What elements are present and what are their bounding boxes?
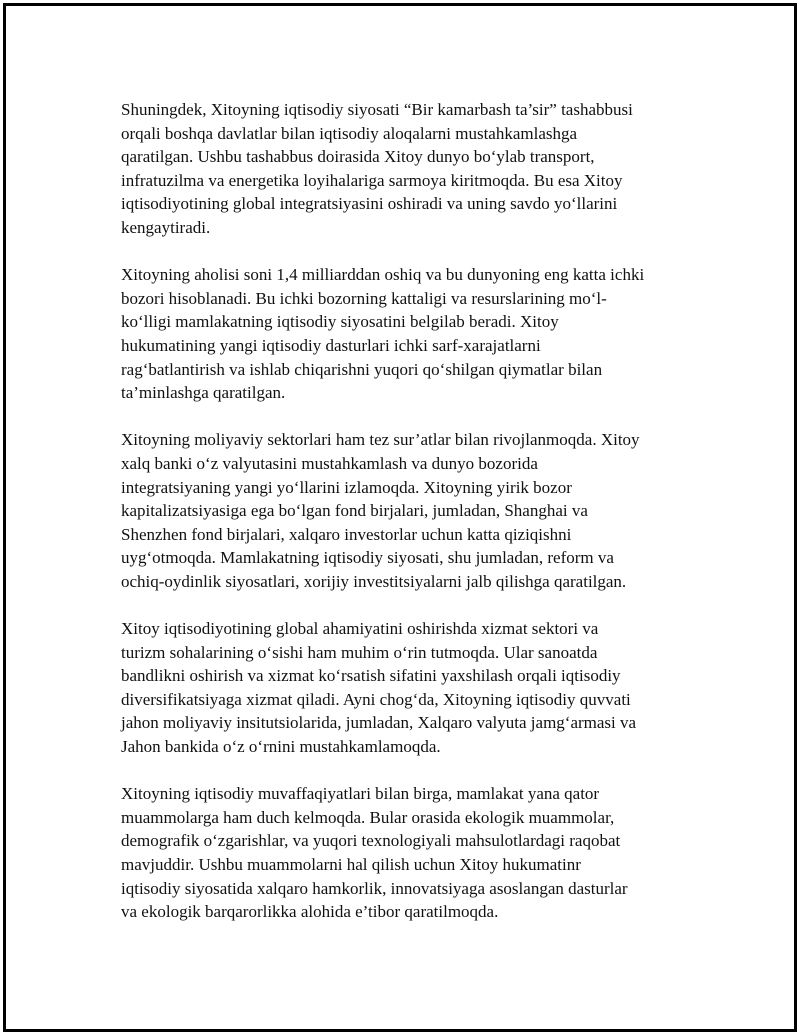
text-line: iqtisodiyotining global integratsiyasini oshiradi va uning savdo yo‘llarini xyxy=(121,194,618,214)
text-line: uyg‘otmoqda. Mamlakatning iqtisodiy siyosati, shu jumladan, reform va xyxy=(121,548,614,568)
text-line: rag‘batlantirish va ishlab chiqarishni yuqori qo‘shilgan qiymatlar bilan xyxy=(121,359,603,379)
paragraph-3 xyxy=(121,428,711,593)
text-line: diversifikatsiyaga xizmat qiladi. Ayni chog‘da, Xitoyning iqtisodiy quvvati xyxy=(121,689,631,709)
text-line: va ekologik barqarorlikka alohida e’tibor qaratilmoqda. xyxy=(121,902,499,922)
text-line: Shuningdek, Xitoyning iqtisodiy siyosati “Bir kamarbash ta’sir” tashabbusi xyxy=(121,100,633,119)
text-line: Jahon bankida o‘z o‘rnini mustahkamlamoqda. xyxy=(121,737,441,757)
text-line: Xitoyning aholisi soni 1,4 milliarddan oshiq va bu dunyoning eng katta ichki xyxy=(121,265,645,285)
text-line: Xitoyning iqtisodiy muvaffaqiyatlari bilan birga, mamlakat yana qator xyxy=(121,784,600,804)
paragraph-5 xyxy=(121,782,711,924)
text-line: hukumatining yangi iqtisodiy dasturlari ichki sarf-xarajatlarni xyxy=(121,335,541,355)
paragraph-2 xyxy=(121,263,711,405)
text-line: ta’minlashga qaratilgan. xyxy=(121,383,286,403)
text-line: turizm sohalarining o‘sishi ham muhim o‘rin tutmoqda. Ular sanoatda xyxy=(121,642,598,662)
text-line: mavjuddir. Ushbu muammolarni hal qilish uchun Xitoy hukumatinr xyxy=(121,855,581,874)
text-line: bandlikni oshirish va xizmat ko‘rsatish sifatini yaxshilash orqali iqtisodiy xyxy=(121,666,621,686)
text-line: ochiq-oydinlik siyosatlari, xorijiy investitsiyalarni jalb qilishga qaratilgan. xyxy=(121,571,627,591)
text-line: muammolarga ham duch kelmoqda. Bular orasida ekologik muammolar, xyxy=(121,807,615,827)
text-line: bozori hisoblanadi. Bu ichki bozorning kattaligi va resurslarining mo‘l- xyxy=(121,288,607,308)
paragraph-4 xyxy=(121,617,711,759)
text-line: jahon moliyaviy insitutsiolarida, jumladan, Xalqaro valyuta jamg‘armasi va xyxy=(121,713,637,733)
text-line: infratuzilma va energetika loyihalariga sarmoya kiritmoqda. Bu esa Xitoy xyxy=(121,170,623,190)
text-line: Xitoyning moliyaviy sektorlari ham tez sur’atlar bilan rivojlanmoqda. Xitoy xyxy=(121,430,640,450)
text-line: qaratilgan. Ushbu tashabbus doirasida Xitoy dunyo bo‘ylab transport, xyxy=(121,147,595,167)
text-line: kapitalizatsiyasiga ega bo‘lgan fond birjalari, jumladan, Shanghai va xyxy=(121,501,588,521)
text-line: orqali boshqa davlatlar bilan iqtisodiy aloqalarni mustahkamlashga xyxy=(121,123,578,143)
text-line: Xitoy iqtisodiyotining global ahamiyatini oshirishda xizmat sektori va xyxy=(121,619,599,639)
text-line: integratsiyaning yangi yo‘llarini izlamoqda. Xitoyning yirik bozor xyxy=(121,477,572,497)
text-line: demografik o‘zgarishlar, va yuqori texnologiyali mahsulotlardagi raqobat xyxy=(121,831,621,851)
text-line: iqtisodiy siyosatida xalqaro hamkorlik, innovatsiyaga asoslangan dasturlar xyxy=(121,878,628,898)
text-line: Shenzhen fond birjalari, xalqaro investorlar uchun katta qiziqishni xyxy=(121,524,572,544)
text-line: xalq banki o‘z valyutasini mustahkamlash va dunyo bozorida xyxy=(121,453,538,473)
page-body xyxy=(121,98,711,947)
paragraph-1 xyxy=(121,98,711,240)
text-line: ko‘lligi mamlakatning iqtisodiy siyosatini belgilab beradi. Xitoy xyxy=(121,312,559,332)
text-line: kengaytiradi. xyxy=(121,217,211,237)
page-frame xyxy=(3,3,797,1032)
